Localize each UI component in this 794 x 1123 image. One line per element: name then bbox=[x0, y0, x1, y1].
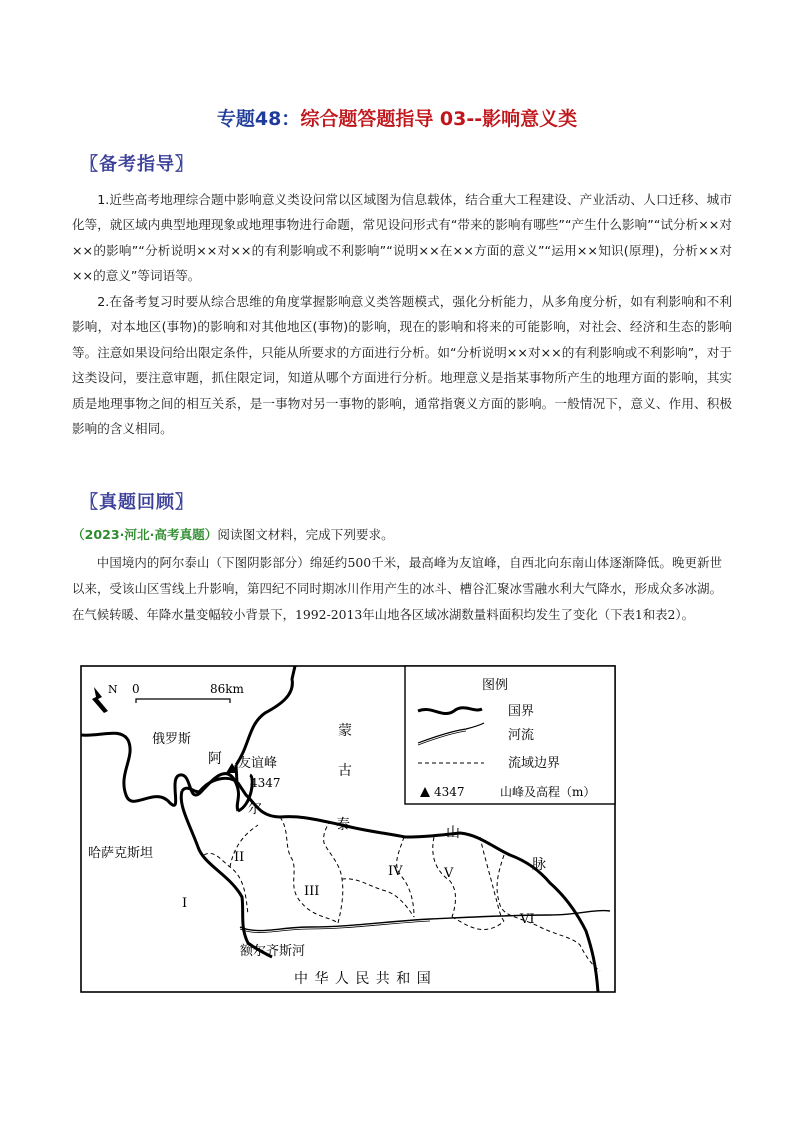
north-label: N bbox=[108, 683, 118, 696]
region-4: IV bbox=[388, 864, 403, 879]
map-legend bbox=[405, 666, 615, 804]
instruction-text: 阅读图文材料，完成下列要求。 bbox=[217, 527, 394, 542]
material-text: 中国境内的阿尔泰山（下图阴影部分）绵延约500千米，最高峰为友谊峰，自西北向东南山体逐渐降低。晚更新世以来，受该山区雪线上升影响，第四纪不同时期冰川作用产生的冰斗、槽谷汇聚冰雪融水利大气降水，形成众多冰湖。在气候转暖、年降水量变幅较小背景下，1992-2013年山地各区域冰湖数量料面积均发生了变化（下表1和表2）。 bbox=[72, 555, 722, 623]
legend-peak-value: 4347 bbox=[434, 785, 465, 799]
title-prefix: 专题48： bbox=[216, 108, 301, 130]
region-2: II bbox=[234, 850, 245, 865]
review-heading: 〖真题回顾〗 bbox=[80, 492, 194, 513]
altai-char-3: 泰 bbox=[336, 817, 350, 833]
page-title bbox=[0, 104, 794, 131]
altai-char-5: 脉 bbox=[532, 857, 546, 873]
peak-elevation: 4347 bbox=[250, 776, 281, 790]
label-china: 中 华 人 民 共 和 国 bbox=[294, 971, 432, 987]
altai-map bbox=[80, 665, 616, 997]
scale-end-label: 86km bbox=[210, 682, 244, 696]
legend-basin-label: 流域边界 bbox=[508, 756, 561, 771]
label-russia: 俄罗斯 bbox=[152, 732, 192, 747]
legend-river-label: 河流 bbox=[508, 728, 535, 743]
guide-paragraph-2: 2.在备考复习时要从综合思维的角度掌握影响意义类答题模式，强化分析能力，从多角度分析，如有利影响和不利影响，对本地区(事物)的影响和对其他地区(事物)的影响，现在的影响和将来的可能影响，对社会、经济和生态的影响等。注意如果设问给出限定条件，只能从所要求的方面进行分析。如“分析说明××对××的有利影响或不利影响”，对于这类设问，要注意审题，抓住限定词，知道从哪个方面进行分析。地理意义是指某事物所产生的地理方面的影响，其实质是地理事物之间的相互关系，是一事物对另一事物的影响，通常指褒义方面的影响。一般情况下，意义、作用、积极影响的含义相同。 bbox=[72, 294, 732, 437]
label-mongolia-1: 蒙 bbox=[338, 723, 352, 739]
altai-char-1: 阿 bbox=[208, 751, 222, 767]
region-3: III bbox=[304, 884, 320, 899]
label-mongolia-2: 古 bbox=[338, 763, 352, 779]
altai-char-2: 尔 bbox=[248, 801, 262, 817]
river-label: 额尔齐斯河 bbox=[240, 944, 306, 959]
region-6: VI bbox=[520, 912, 535, 927]
region-5: V bbox=[444, 866, 454, 881]
label-kazakhstan: 哈萨克斯坦 bbox=[88, 846, 154, 861]
source-tag: （2023·河北·高考真题） bbox=[72, 527, 218, 542]
legend-peak-label: 山峰及高程（m） bbox=[500, 785, 596, 799]
title-main: 综合题答题指导 03--影响意义类 bbox=[300, 108, 578, 130]
question-source-line bbox=[72, 524, 394, 543]
scale-zero-label: 0 bbox=[132, 682, 140, 696]
guide-paragraph-1: 1.近些高考地理综合题中影响意义类设问常以区域图为信息载体，结合重大工程建设、产业活动、人口迁移、城市化等，就区域内典型地理现象或地理事物进行命题，常见设问形式有“带来的影响有哪些”“产生什么影响”“试分析××对××的影响”“分析说明××对××的有利影响或不利影响”“说明××在××方面的意义”“运用××知识(原理)，分析××对××的意义”等词语等。 bbox=[72, 192, 732, 284]
region-1: I bbox=[182, 896, 188, 911]
guide-heading: 〖备考指导〗 bbox=[80, 154, 194, 175]
legend-title: 图例 bbox=[482, 678, 509, 693]
altai-char-4: 山 bbox=[446, 825, 460, 841]
peak-name: 友谊峰 bbox=[238, 756, 278, 771]
legend-border-label: 国界 bbox=[508, 704, 535, 719]
